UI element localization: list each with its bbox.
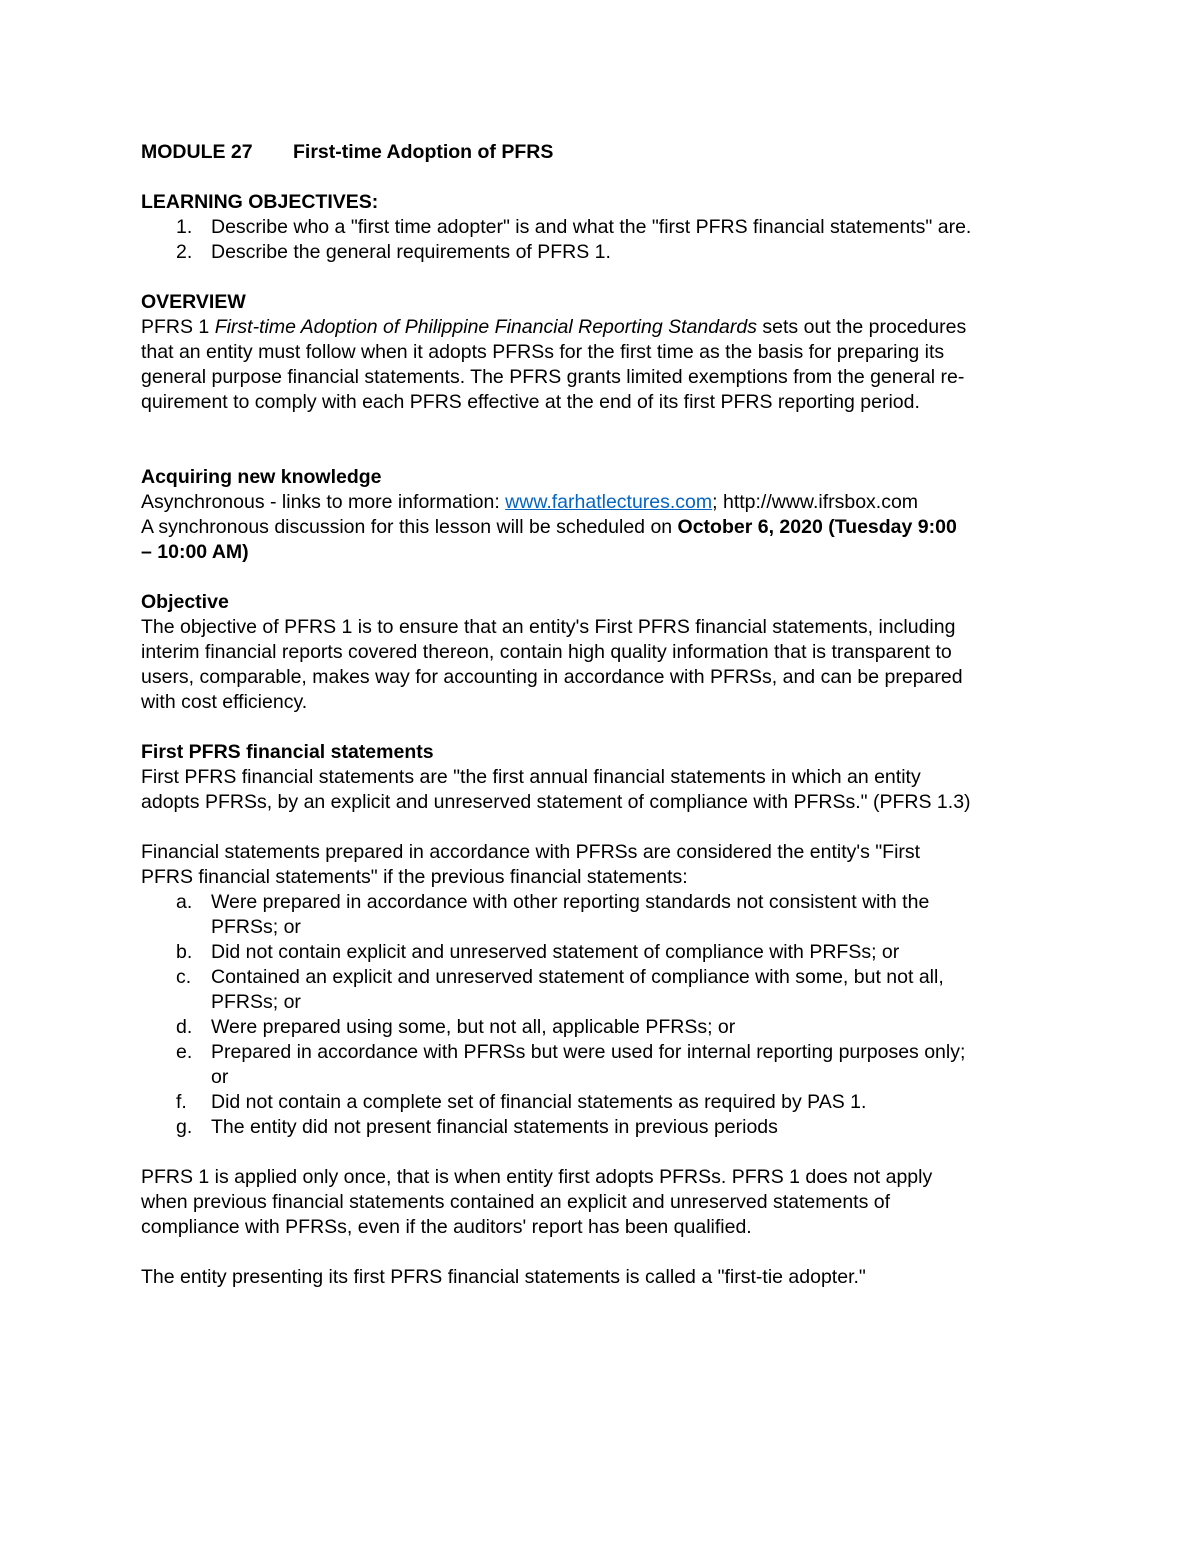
- first-fs-line: adopts PFRSs, by an explicit and unreserved statement of compliance with PFRSs." (PFRS 1.3): [141, 791, 971, 813]
- list-marker: d.: [176, 1016, 193, 1038]
- module-title: [141, 140, 1066, 165]
- list-text: PFRSs; or: [211, 916, 301, 938]
- async-line: [141, 490, 1066, 515]
- list-marker: e.: [176, 1041, 193, 1063]
- objective-heading: Objective: [141, 591, 229, 613]
- list-text: Describe who a "first time adopter" is and what the "first PFRS financial statements" are.: [211, 216, 972, 238]
- overview-standard-title: First-time Adoption of Philippine Financial Reporting Standards: [214, 316, 757, 338]
- overview-line: quirement to comply with each PFRS effective at the end of its first PFRS reporting period.: [141, 391, 920, 413]
- list-text: Prepared in accordance with PFRSs but were used for internal reporting purposes only;: [211, 1041, 966, 1063]
- list-item: [141, 240, 1066, 265]
- sync-date: October 6, 2020 (Tuesday 9:00: [677, 516, 957, 538]
- conditions-list: [141, 890, 1066, 1140]
- objective-line: users, comparable, makes way for accounting in accordance with PFRSs, and can be prepared: [141, 666, 963, 688]
- list-text: or: [211, 1066, 229, 1088]
- document-page: [141, 140, 1066, 1290]
- list-marker: c.: [176, 966, 192, 988]
- first-fs-heading: First PFRS financial statements: [141, 741, 434, 763]
- overview-prefix: PFRS 1: [141, 316, 215, 338]
- overview-line: general purpose financial statements. The PFRS grants limited exemptions from the general re-: [141, 366, 965, 388]
- objectives-list: [141, 215, 1066, 265]
- list-item: [141, 1040, 1066, 1090]
- list-marker: b.: [176, 941, 193, 963]
- objective-line: The objective of PFRS 1 is to ensure that an entity's First PFRS financial statements, including: [141, 616, 956, 638]
- first-fs-line: First PFRS financial statements are "the first annual financial statements in which an entity: [141, 766, 921, 788]
- async-prefix: Asynchronous - links to more information:: [141, 491, 506, 513]
- list-item: [141, 965, 1066, 1015]
- objective-line: interim financial reports covered thereon, contain high quality information that is transparent to: [141, 641, 952, 663]
- first-time-adopter-definition: The entity presenting its first PFRS financial statements is called a "first-tie adopter.": [141, 1266, 866, 1288]
- list-text: Describe the general requirements of PFRS 1.: [211, 241, 611, 263]
- list-item: [141, 1015, 1066, 1040]
- list-item: [141, 1115, 1066, 1140]
- ifrsbox-text: ; http://www.ifrsbox.com: [712, 491, 919, 513]
- list-text: The entity did not present financial statements in previous periods: [211, 1116, 778, 1138]
- list-marker: f.: [176, 1091, 187, 1113]
- objective-line: with cost efficiency.: [141, 691, 308, 713]
- module-number: MODULE 27: [141, 141, 253, 163]
- list-marker: a.: [176, 891, 193, 913]
- conditions-intro: PFRS financial statements" if the previous financial statements:: [141, 866, 688, 888]
- list-item: [141, 890, 1066, 940]
- applied-once-line: compliance with PFRSs, even if the auditors' report has been qualified.: [141, 1216, 752, 1238]
- module-subject: First-time Adoption of PFRS: [293, 141, 554, 163]
- sync-line: [141, 515, 1066, 540]
- list-marker: g.: [176, 1116, 193, 1138]
- list-text: Did not contain a complete set of financial statements as required by PAS 1.: [211, 1091, 867, 1113]
- list-text: Did not contain explicit and unreserved statement of compliance with PRFSs; or: [211, 941, 900, 963]
- list-text: Contained an explicit and unreserved statement of compliance with some, but not all,: [211, 966, 944, 988]
- farhatlectures-link[interactable]: www.farhatlectures.com: [505, 491, 713, 513]
- acquiring-heading: Acquiring new knowledge: [141, 466, 382, 488]
- list-marker: 1.: [176, 216, 193, 238]
- list-text: Were prepared in accordance with other reporting standards not consistent with the: [211, 891, 930, 913]
- overview-heading: OVERVIEW: [141, 291, 246, 313]
- sync-prefix: A synchronous discussion for this lesson will be scheduled on: [141, 516, 678, 538]
- list-text: Were prepared using some, but not all, applicable PFRSs; or: [211, 1016, 736, 1038]
- overview-line: that an entity must follow when it adopts PFRSs for the first time as the basis for preparing its: [141, 341, 945, 363]
- applied-once-line: when previous financial statements contained an explicit and unreserved statements of: [141, 1191, 891, 1213]
- conditions-intro: Financial statements prepared in accordance with PFRSs are considered the entity's "First: [141, 841, 921, 863]
- list-marker: 2.: [176, 241, 193, 263]
- applied-once-line: PFRS 1 is applied only once, that is when entity first adopts PFRSs. PFRS 1 does not apply: [141, 1166, 933, 1188]
- list-item: [141, 215, 1066, 240]
- list-item: [141, 1090, 1066, 1115]
- overview-rest: sets out the procedures: [757, 316, 967, 338]
- list-text: PFRSs; or: [211, 991, 301, 1013]
- sync-time: – 10:00 AM): [141, 541, 249, 563]
- objectives-heading: LEARNING OBJECTIVES:: [141, 191, 379, 213]
- overview-line: [141, 315, 1066, 340]
- list-item: [141, 940, 1066, 965]
